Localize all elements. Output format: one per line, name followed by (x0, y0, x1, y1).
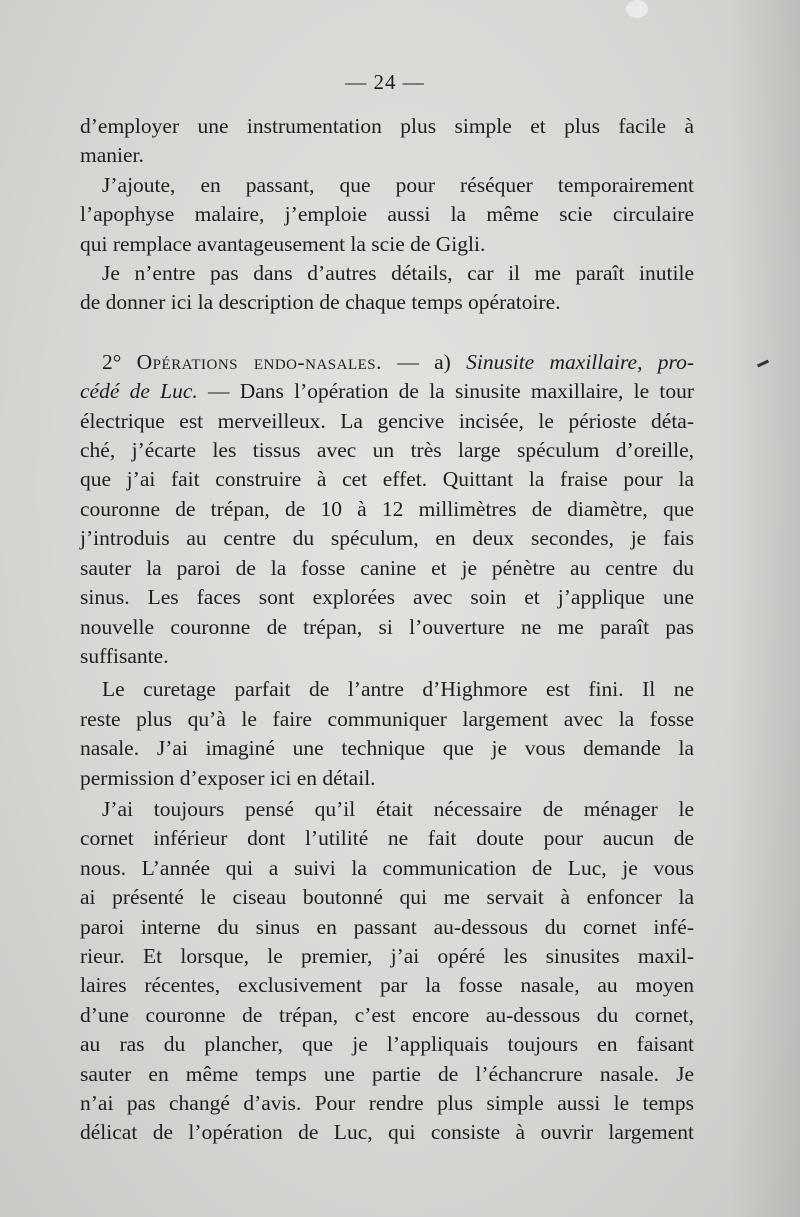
text-line: reste plus qu’à le faire communiquer largement avec la fosse (80, 706, 694, 731)
text-line: sauter en même temps une partie de l’échancrure nasale. Je (80, 1061, 694, 1086)
text-line: Le curetage parfait de l’antre d’Highmore est fini. Il ne (102, 677, 694, 702)
text-line: j’introduis au centre du spéculum, en deux secondes, je fais (80, 526, 694, 551)
paragraph-3 (80, 259, 694, 318)
text-line: de donner ici la description de chaque temps opératoire. (80, 290, 561, 315)
text-segment: — Dans l’opération de la sinusite maxillaire, le tour (197, 379, 695, 404)
text-line: l’apophyse malaire, j’emploie aussi la même scie circulaire (80, 202, 694, 227)
procedure-name: cédé de Luc. (80, 379, 198, 404)
text-line: n’ai pas changé d’avis. Pour rendre plus simple aussi le temps (80, 1091, 694, 1115)
text-line: J’ajoute, en passant, que pour réséquer temporairement (102, 172, 694, 197)
paragraph-1 (80, 112, 694, 171)
section-number: 2° (102, 349, 137, 374)
text-line: couronne de trépan, de 10 à 12 millimètres de diamètre, que (80, 496, 694, 521)
text-line: nasale. J’ai imaginé une technique que je vous demande la (80, 736, 694, 761)
text-line: d’employer une instrumentation plus simple et plus facile à (80, 114, 694, 138)
text-line: laires récentes, exclusivement par la fosse nasale, au moyen (80, 973, 694, 998)
paragraph-5 (80, 675, 694, 793)
heading-line (80, 348, 694, 377)
text-line (80, 377, 694, 406)
text-line: ai présenté le ciseau boutonné qui me servait à enfoncer la (80, 885, 694, 910)
text-line: au ras du plancher, que je l’appliquais toujours en faisant (80, 1032, 694, 1057)
paragraph-2 (80, 171, 694, 259)
text-line: sauter la paroi de la fosse canine et je pénètre au centre du (80, 555, 694, 580)
section-dash: — a) (382, 349, 467, 374)
text-line: paroi interne du sinus en passant au-dessous du cornet infé- (80, 914, 694, 939)
section-title: Opérations endo-nasales. (136, 349, 383, 374)
text-line: cornet inférieur dont l’utilité ne fait doute pour aucun de (80, 826, 694, 851)
text-line: que j’ai fait construire à cet effet. Quittant la fraise pour la (80, 467, 694, 492)
text-line: qui remplace avantageusement la scie de Gigli. (80, 231, 486, 256)
text-line: sinus. Les faces sont explorées avec soin et j’applique une (80, 585, 694, 610)
paper-spot (626, 0, 648, 18)
text-line: nous. L’année qui a suivi la communication de Luc, je vous (80, 855, 694, 880)
page-number: — 24 — (345, 70, 425, 94)
text-line: rieur. Et lorsque, le premier, j’ai opéré les sinusites maxil- (80, 943, 694, 968)
text-line: permission d’exposer ici en détail. (80, 765, 376, 790)
page-shadow (730, 0, 800, 1217)
subsection-title: Sinusite maxillaire, pro- (466, 349, 694, 374)
section-gap (80, 318, 694, 348)
text-line: électrique est merveilleux. La gencive incisée, le périoste déta- (80, 408, 694, 433)
section-heading-paragraph (80, 348, 694, 671)
body-text (80, 112, 694, 1148)
text-line: nouvelle couronne de trépan, si l’ouverture ne me paraît pas (80, 614, 694, 639)
text-line: délicat de l’opération de Luc, qui consiste à ouvrir largement (80, 1120, 694, 1145)
text-line: ché, j’écarte les tissus avec un très large spéculum d’oreille, (80, 438, 694, 463)
text-line: Je n’entre pas dans d’autres détails, car il me paraît inutile (102, 261, 694, 286)
text-line: manier. (80, 143, 144, 168)
text-line: suffisante. (80, 643, 169, 668)
paragraph-6 (80, 795, 694, 1148)
text-line: J’ai toujours pensé qu’il était nécessaire de ménager le (102, 796, 694, 821)
text-line: d’une couronne de trépan, c’est encore au-dessous du cornet, (80, 1002, 694, 1027)
